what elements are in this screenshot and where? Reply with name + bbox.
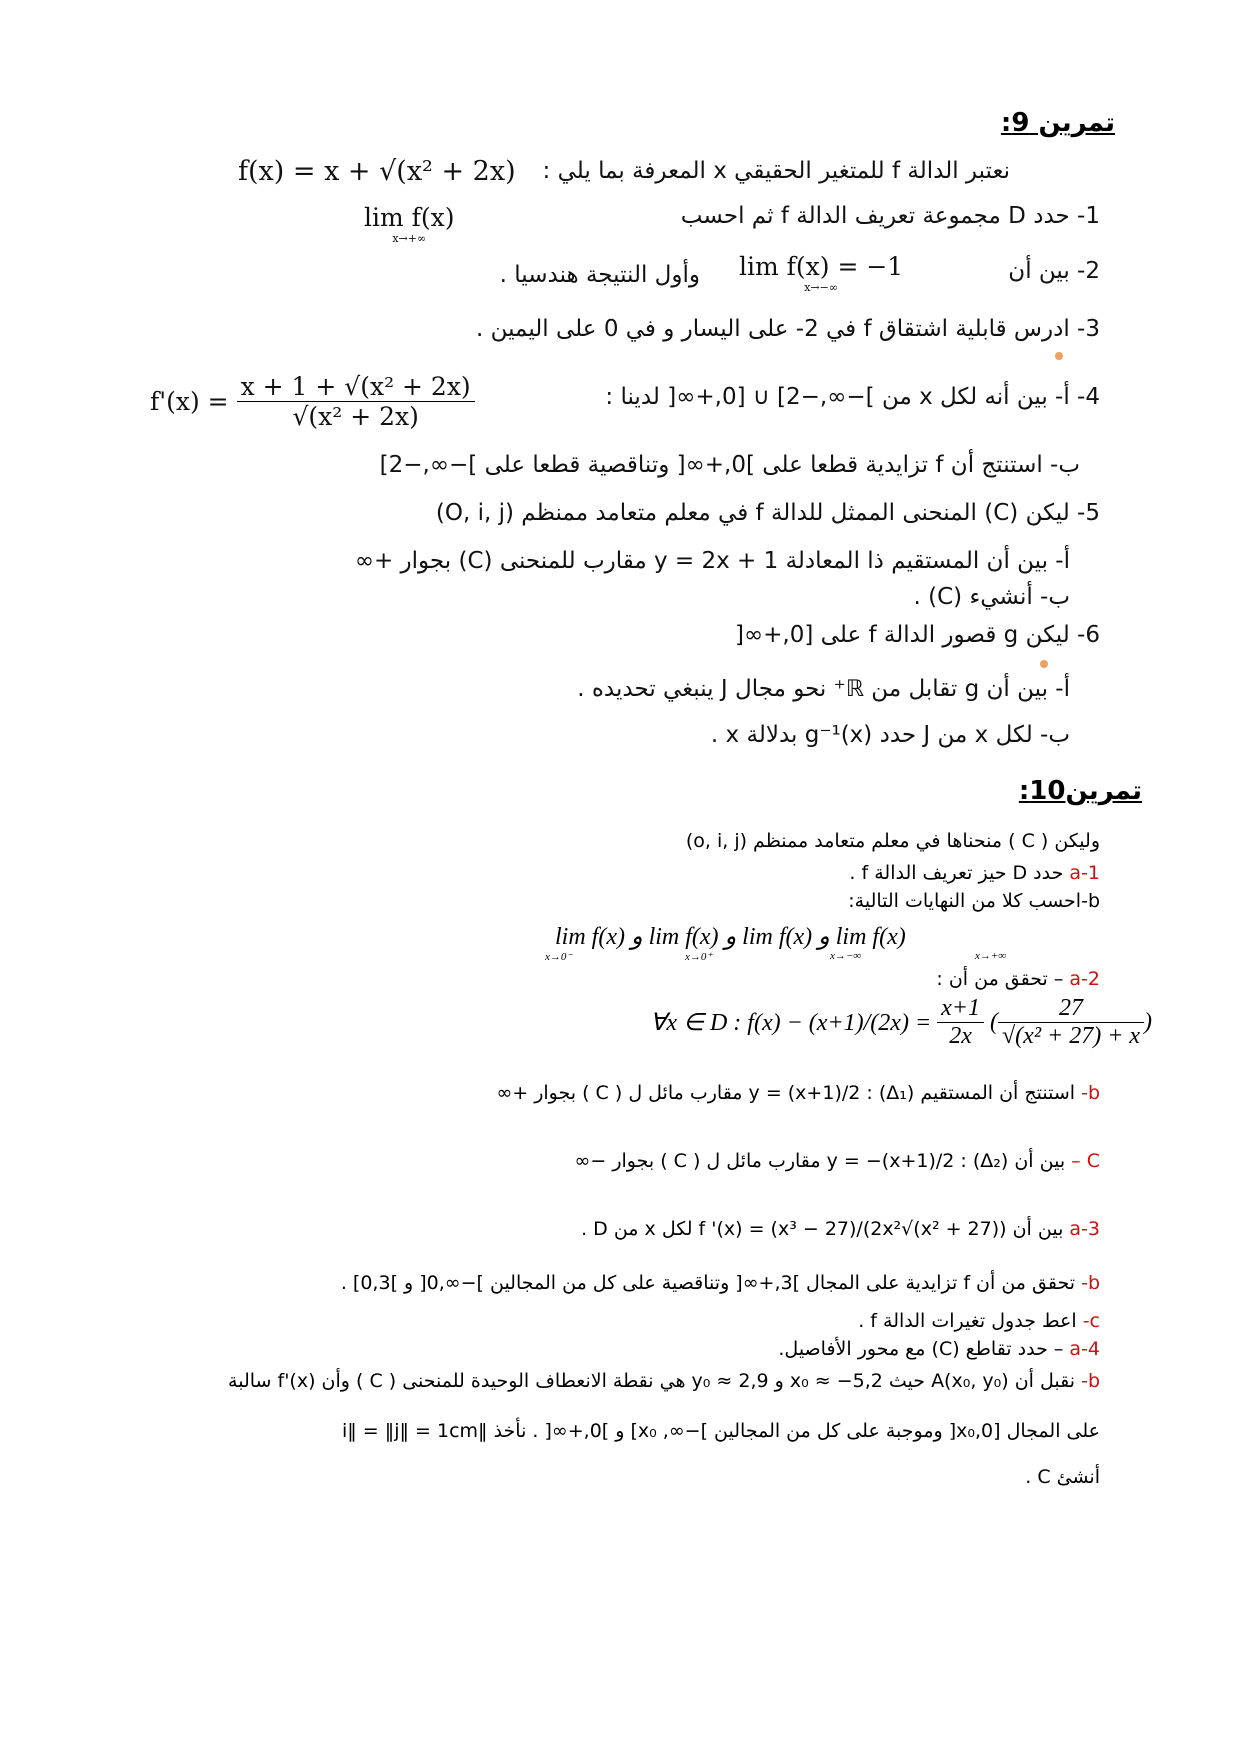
ex9-q2-b: وأول النتيجة هندسيا . — [499, 262, 700, 288]
ex9-q5a: أ- بين أن المستقيم ذا المعادلة y = 2x + 1 مقارب للمنحنى (C) بجوار +∞ — [354, 548, 1070, 574]
ex10-q2c: C – بين أن (Δ₂) : y = −(x+1)/2 مقارب مائل ل ( C ) بجوار −∞ — [574, 1150, 1100, 1172]
exercise-10-title: تمرين10: — [1018, 776, 1142, 806]
ex10-q4b: b- نقبل أن A(x₀, y₀) حيث x₀ ≈ −5,2 و y₀ ≈ 2,9 هي نقطة الانعطاف الوحيدة للمنحنى ( C ) وأن f'(x) سالبة — [228, 1370, 1100, 1392]
worksheet-page: تمرين 9: نعتبر الدالة f للمتغير الحقيقي x المعرفة بما يلي : f(x) = x + √(x² + 2x) 1- حدد D مجموعة تعريف الدالة f ثم احسب lim f(x) x→+∞ 2- بين أن lim f(x) = −1 x→−∞ وأول النتيجة هندسيا . 3- ادرس قابلية اشتقاق f في 2- على اليسار و في 0 على اليمين . 4- أ- بين أنه لكل x من ]−∞,−2] ∪ [0,+∞[ لدينا : f'(x) = $\frac{\text{x + 1 + √(x² + 2x)}}{\text{√(x² + 2x)}}$ ب- استنتج أن f تزايدية قطعا على ]0,+∞[ وتناقصية قطعا على ]−∞,−2] 5- ليكن (C) المنحنى الممثل للدالة f في معلم متعامد ممنظم (O, i, j) أ- بين أن المستقيم ذا المعادلة y = 2x + 1 مقارب للمنحنى (C) بجوار +∞ ب- أنشيء (C) . 6- ليكن g قصور الدالة f على [0,+∞[ أ- بين أن g تقابل من ℝ⁺ نحو مجال J ينبغي تحديده . ب- لكل x من J حدد g⁻¹(x) بدلالة x . تمرين10: وليكن ( C ) منحناها في معلم متعامد ممنظم (o, i, j) a-1 حدد D حيز تعريف الدالة f . b-احسب كلا من النهايات التالية: lim f(x) و lim f(x) و lim f(x) و lim f(x) x→0⁻ x→0⁺ x→−∞ x→+∞ a-2 – تحقق من أن : ∀x ∈ D : f(x) − (x+1)/(2x) = $\frac{x+1}{2x}$ ( $\frac{27}{\text{√(x² + 27) + x}}$ ) b- استنتج أن المستقيم (Δ₁) : y = (x+1)/2 مقارب مائل ل ( C ) بجوار +∞ C – بين أن (Δ₂) : y = −(x+1)/2 مقارب مائل ل ( C ) بجوار −∞ a-3 بين أن f '(x) = (x³ − 27)/(2x²√(x² + 27)) لكل x من D . b- تحقق من أن f تزايدية على المجال ]3,+∞[ وتناقصية على كل من المجالين ]−∞,0[ و ]0,3] . c- اعط جدول تغيرات الدالة f . a-4 – حدد تقاطع (C) مع محور الأفاصيل. b- نقبل أن A(x₀, y₀) حيث x₀ ≈ −5,2 و y₀ ≈ 2,9 هي نقطة الانعطاف الوحيدة للمنحنى ( C ) وأن f'(x) سالبة على المجال [x₀,0[ وموجبة على كل من المجالين ]−∞, x₀] و ]0,+∞[ . نأخذ ‖i‖ = ‖j‖ = 1cm أنشئ C . — [150, 108, 1153, 1488]
ex10-q2a: a-2 – تحقق من أن : — [936, 968, 1100, 990]
scan-mark — [1055, 352, 1063, 360]
ex9-q5b: ب- أنشيء (C) . — [913, 584, 1070, 610]
ex9-q3: 3- ادرس قابلية اشتقاق f في 2- على اليسار و في 0 على اليمين . — [475, 316, 1100, 342]
ex9-q4b: ب- استنتج أن f تزايدية قطعا على ]0,+∞[ وتناقصية قطعا على ]−∞,−2] — [379, 452, 1080, 478]
ex10-q1b: b-احسب كلا من النهايات التالية: — [848, 890, 1100, 912]
ex9-q1: 1- حدد D مجموعة تعريف الدالة f ثم احسب — [680, 203, 1100, 229]
ex10-intro: وليكن ( C ) منحناها في معلم متعامد ممنظم (o, i, j) — [685, 830, 1100, 852]
ex9-q2-limit: lim f(x) = −1 x→−∞ — [739, 252, 904, 294]
ex9-q6: 6- ليكن g قصور الدالة f على [0,+∞[ — [735, 622, 1100, 648]
ex9-q2-a: 2- بين أن — [1008, 258, 1100, 284]
ex9-q6a: أ- بين أن g تقابل من ℝ⁺ نحو مجال J ينبغي تحديده . — [577, 676, 1070, 702]
ex10-q3c: c- اعط جدول تغيرات الدالة f . — [858, 1310, 1100, 1332]
ex9-q4a: 4- أ- بين أنه لكل x من ]−∞,−2] ∪ [0,+∞[ لدينا : — [605, 384, 1100, 410]
ex10-q4c: أنشئ C . — [1025, 1466, 1100, 1488]
ex9-function: f(x) = x + √(x² + 2x) — [238, 156, 516, 187]
ex10-q2b: b- استنتج أن المستقيم (Δ₁) : y = (x+1)/2 مقارب مائل ل ( C ) بجوار +∞ — [496, 1082, 1100, 1104]
ex9-intro: نعتبر الدالة f للمتغير الحقيقي x المعرفة بما يلي : — [542, 158, 1010, 184]
ex9-q1-limit: lim f(x) x→+∞ — [364, 203, 455, 245]
ex9-q6b: ب- لكل x من J حدد g⁻¹(x) بدلالة x . — [710, 722, 1070, 748]
ex10-q2a-identity: ∀x ∈ D : f(x) − (x+1)/(2x) = $\frac{x+1}{2x}$ ( $\frac{27}{\text{√(x² + 27) + x}}$ ) — [650, 995, 1153, 1049]
ex9-q5: 5- ليكن (C) المنحنى الممثل للدالة f في معلم متعامد ممنظم (O, i, j) — [435, 500, 1100, 526]
ex9-q4-derivative: f'(x) = $\frac{\text{x + 1 + √(x² + 2x)}}{\text{√(x² + 2x)}}$ — [150, 372, 475, 431]
ex10-q3a: a-3 بين أن f '(x) = (x³ − 27)/(2x²√(x² + 27)) لكل x من D . — [581, 1218, 1100, 1240]
exercise-9-title: تمرين 9: — [1000, 108, 1115, 138]
ex10-q1a: a-1 حدد D حيز تعريف الدالة f . — [849, 862, 1100, 884]
ex10-limits: lim f(x) و lim f(x) و lim f(x) و lim f(x) — [555, 924, 906, 950]
ex10-q4b-continued: على المجال [x₀,0[ وموجبة على كل من المجالين ]−∞, x₀] و ]0,+∞[ . نأخذ ‖i‖ = ‖j‖ = 1cm — [341, 1420, 1100, 1442]
scan-mark — [1040, 660, 1048, 668]
ex10-q3b: b- تحقق من أن f تزايدية على المجال ]3,+∞[ وتناقصية على كل من المجالين ]−∞,0[ و ]0,3] . — [340, 1272, 1100, 1294]
ex10-q4a: a-4 – حدد تقاطع (C) مع محور الأفاصيل. — [778, 1338, 1100, 1360]
